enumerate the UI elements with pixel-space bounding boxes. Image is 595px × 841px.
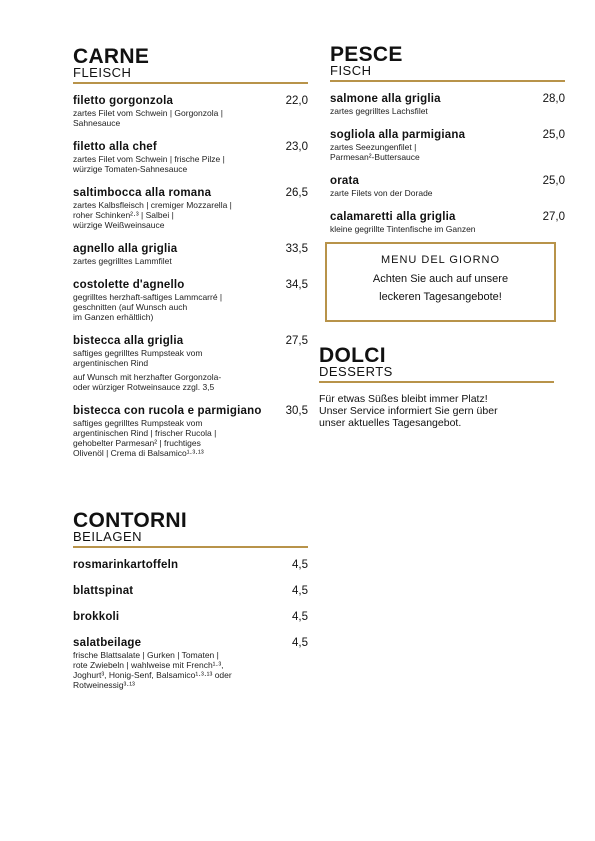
menu-item-description: zartes Filet vom Schwein | frische Pilze | xyxy=(73,154,225,164)
menu-item-price: 30,5 xyxy=(285,405,308,417)
section-title: DOLCI xyxy=(319,344,386,367)
menu-item-description: frische Blattsalate | Gurken | Tomaten | xyxy=(73,650,219,660)
dolci-section xyxy=(319,346,554,429)
dolci-text-line: Unser Service informiert Sie gern über xyxy=(319,405,498,417)
contorni-section xyxy=(73,511,308,690)
dolci-text xyxy=(319,393,554,429)
menu-item-description: geschnitten (auf Wunsch auch xyxy=(73,302,188,312)
dolci-text-line: unser aktuelles Tagesangebot. xyxy=(319,417,462,429)
menu-item xyxy=(330,128,565,162)
menu-item-price: 23,0 xyxy=(285,141,308,153)
menu-item-price: 34,5 xyxy=(285,279,308,291)
menu-item-price: 26,5 xyxy=(285,187,308,199)
menu-item-note-line: oder würziger Rotweinsauce zzgl. 3,5 xyxy=(73,382,215,392)
menu-item xyxy=(330,210,565,234)
menu-item-name: saltimbocca alla romana xyxy=(73,187,212,199)
menu-item xyxy=(73,94,308,128)
menu-item-description: Joghurt³, Honig-Senf, Balsamico¹·³·¹³ oder xyxy=(73,670,232,680)
menu-item xyxy=(73,636,308,690)
menu-item-price: 4,5 xyxy=(292,585,308,597)
menu-item-name: orata xyxy=(330,175,360,187)
menu-item-name: salmone alla griglia xyxy=(330,93,441,105)
menu-item-description: roher Schinken²·³ | Salbei | xyxy=(73,210,174,220)
menu-item-description: zartes Seezungenfilet | xyxy=(330,142,417,152)
section-subtitle: BEILAGEN xyxy=(73,529,143,544)
section-subtitle: DESSERTS xyxy=(319,364,393,379)
section-title: PESCE xyxy=(330,43,403,66)
menu-item xyxy=(73,610,308,624)
menu-item-description: zartes Kalbsfleisch | cremiger Mozzarella | xyxy=(73,200,232,210)
dolci-text-line: Für etwas Süßes bleibt immer Platz! xyxy=(319,393,488,405)
menu-item-description: Rotweinessig³·¹³ xyxy=(73,680,135,690)
menu-item-name: sogliola alla parmigiana xyxy=(330,129,466,141)
menu-item-list xyxy=(73,94,308,458)
section-subtitle: FISCH xyxy=(330,63,372,78)
menu-item-price: 4,5 xyxy=(292,637,308,649)
section-divider xyxy=(73,82,308,84)
menu-item xyxy=(73,140,308,174)
daily-menu-line: Achten Sie auch auf unsere xyxy=(372,273,509,285)
menu-item-list xyxy=(330,92,565,234)
menu-item xyxy=(330,92,565,116)
menu-item-name: bistecca con rucola e parmigiano xyxy=(73,405,262,417)
menu-item-description: Olivenöl | Crema di Balsamico¹·³·¹³ xyxy=(73,448,204,458)
menu-item-note xyxy=(73,372,308,392)
menu-item xyxy=(330,174,565,198)
section-divider xyxy=(73,546,308,548)
menu-item-price: 4,5 xyxy=(292,611,308,623)
menu-item-price: 28,0 xyxy=(542,93,565,105)
menu-item-price: 4,5 xyxy=(292,559,308,571)
menu-item-description: würzige Tomaten-Sahnesauce xyxy=(73,164,188,174)
menu-item xyxy=(73,404,308,458)
menu-item-name: rosmarinkartoffeln xyxy=(73,559,179,571)
menu-item-name: salatbeilage xyxy=(73,637,142,649)
menu-item-description: argentinischen Rind | frischer Rucola | xyxy=(73,428,217,438)
menu-item xyxy=(73,242,308,266)
menu-item-name: agnello alla griglia xyxy=(73,243,178,255)
menu-item-description: Sahnesauce xyxy=(73,118,121,128)
menu-item-price: 25,0 xyxy=(542,129,565,141)
menu-item xyxy=(73,558,308,572)
menu-item-description: saftiges gegrilltes Rumpsteak vom xyxy=(73,418,203,428)
menu-item-name: filetto gorgonzola xyxy=(73,95,174,107)
menu-item-name: filetto alla chef xyxy=(73,141,157,153)
menu-item-description: saftiges gegrilltes Rumpsteak vom xyxy=(73,348,203,358)
carne-section xyxy=(73,47,308,458)
menu-item-description: zartes gegrilltes Lammfilet xyxy=(73,256,172,266)
menu-item xyxy=(73,278,308,322)
menu-item-price: 27,5 xyxy=(285,335,308,347)
menu-item-description: kleine gegrillte Tintenfische im Ganzen xyxy=(330,224,476,234)
menu-item-name: costolette d'agnello xyxy=(73,279,185,291)
menu-item-description: zartes Filet vom Schwein | Gorgonzola | xyxy=(73,108,223,118)
daily-menu-title: MENU DEL GIORNO xyxy=(380,254,501,266)
daily-menu-line: leckeren Tagesangebote! xyxy=(379,291,502,303)
menu-item-price: 25,0 xyxy=(542,175,565,187)
menu-item-description: gehobelter Parmesan² | fruchtiges xyxy=(73,438,201,448)
menu-item-price: 33,5 xyxy=(285,243,308,255)
section-subtitle: FLEISCH xyxy=(73,65,132,80)
menu-item-name: calamaretti alla griglia xyxy=(330,211,456,223)
menu-item-list xyxy=(73,558,308,690)
menu-item-name: brokkoli xyxy=(73,611,120,623)
menu-item-description: argentinischen Rind xyxy=(73,358,149,368)
menu-item xyxy=(73,584,308,598)
menu-item xyxy=(73,186,308,230)
menu-item-description: Parmesan²-Buttersauce xyxy=(330,152,420,162)
menu-item-description: zartes gegrilltes Lachsfilet xyxy=(330,106,428,116)
menu-item-price: 22,0 xyxy=(285,95,308,107)
daily-menu-box xyxy=(325,242,556,322)
menu-item-description: würzige Weißweinsauce xyxy=(73,220,165,230)
menu-item-name: blattspinat xyxy=(73,585,134,597)
menu-item-description: gegrilltes herzhaft-saftiges Lammcarré | xyxy=(73,292,223,302)
menu-item-note-line: auf Wunsch mit herzhafter Gorgonzola- xyxy=(73,372,222,382)
menu-item-name: bistecca alla griglia xyxy=(73,335,184,347)
section-divider xyxy=(319,381,554,383)
section-divider xyxy=(330,80,565,82)
menu-item-price: 27,0 xyxy=(542,211,565,223)
menu-item xyxy=(73,334,308,392)
section-title: CONTORNI xyxy=(73,509,188,532)
menu-item-description: im Ganzen erhältlich) xyxy=(73,312,154,322)
pesce-section xyxy=(330,45,565,234)
menu-item-description: zarte Filets von der Dorade xyxy=(330,188,433,198)
menu-item-description: rote Zwiebeln | wahlweise mit French¹·³, xyxy=(73,660,224,670)
section-title: CARNE xyxy=(73,45,150,68)
